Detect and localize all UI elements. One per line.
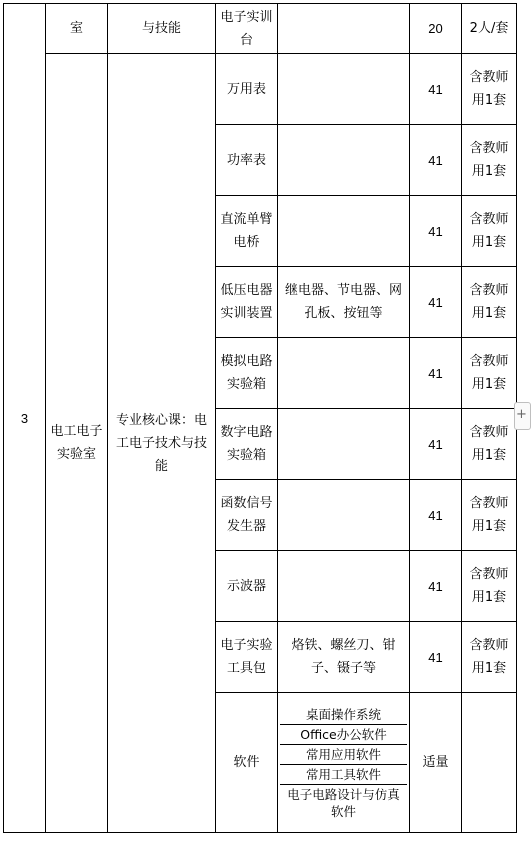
software-item: 桌面操作系统 [280,705,407,725]
equipment-table [3,3,517,833]
item-name: 数字电路实验箱 [216,409,278,480]
item-qty: 41 [410,480,462,551]
item-qty: 41 [410,622,462,693]
software-qty: 适量 [410,693,462,833]
item-spec [278,54,410,125]
course-top-cell: 与技能 [108,4,216,54]
item-note: 含教师用1套 [462,480,517,551]
item-name: 电子实验工具包 [216,622,278,693]
software-item: 常用工具软件 [280,764,407,784]
item-name: 直流单臂电桥 [216,196,278,267]
item-note: 含教师用1套 [462,622,517,693]
item-qty: 41 [410,125,462,196]
item-note: 含教师用1套 [462,54,517,125]
software-list [280,705,407,821]
item-note: 含教师用1套 [462,125,517,196]
item-name: 低压电器实训装置 [216,267,278,338]
item-qty: 41 [410,551,462,622]
software-name: 软件 [216,693,278,833]
item-spec [278,409,410,480]
item-name: 模拟电路实验箱 [216,338,278,409]
room-name: 电工电子实验室 [46,54,108,833]
row-index: 3 [4,4,46,833]
item-spec [278,551,410,622]
add-row-button[interactable] [514,402,531,430]
item-qty: 41 [410,338,462,409]
plus-icon: + [516,407,527,422]
item-note: 含教师用1套 [462,267,517,338]
item-qty: 41 [410,409,462,480]
software-item: 常用应用软件 [280,744,407,764]
item-note: 2人/套 [462,4,517,54]
software-note [462,693,517,833]
item-qty: 41 [410,196,462,267]
item-note: 含教师用1套 [462,196,517,267]
software-list-cell [278,693,410,833]
item-spec [278,480,410,551]
item-note: 含教师用1套 [462,551,517,622]
item-qty: 41 [410,267,462,338]
item-spec [278,338,410,409]
course-name: 专业核心课：电工电子技术与技能 [108,54,216,833]
item-qty: 41 [410,54,462,125]
item-note: 含教师用1套 [462,409,517,480]
item-spec: 继电器、节电器、网孔板、按钮等 [278,267,410,338]
item-name: 示波器 [216,551,278,622]
item-spec [278,125,410,196]
item-qty: 20 [410,4,462,54]
item-note: 含教师用1套 [462,338,517,409]
item-name: 万用表 [216,54,278,125]
item-spec [278,4,410,54]
item-name: 函数信号发生器 [216,480,278,551]
room-top-cell: 室 [46,4,108,54]
item-name: 电子实训台 [216,4,278,54]
software-item: 电子电路设计与仿真软件 [280,784,407,821]
item-spec: 烙铁、螺丝刀、钳子、镊子等 [278,622,410,693]
software-item: Office办公软件 [280,724,407,744]
item-name: 功率表 [216,125,278,196]
item-spec [278,196,410,267]
